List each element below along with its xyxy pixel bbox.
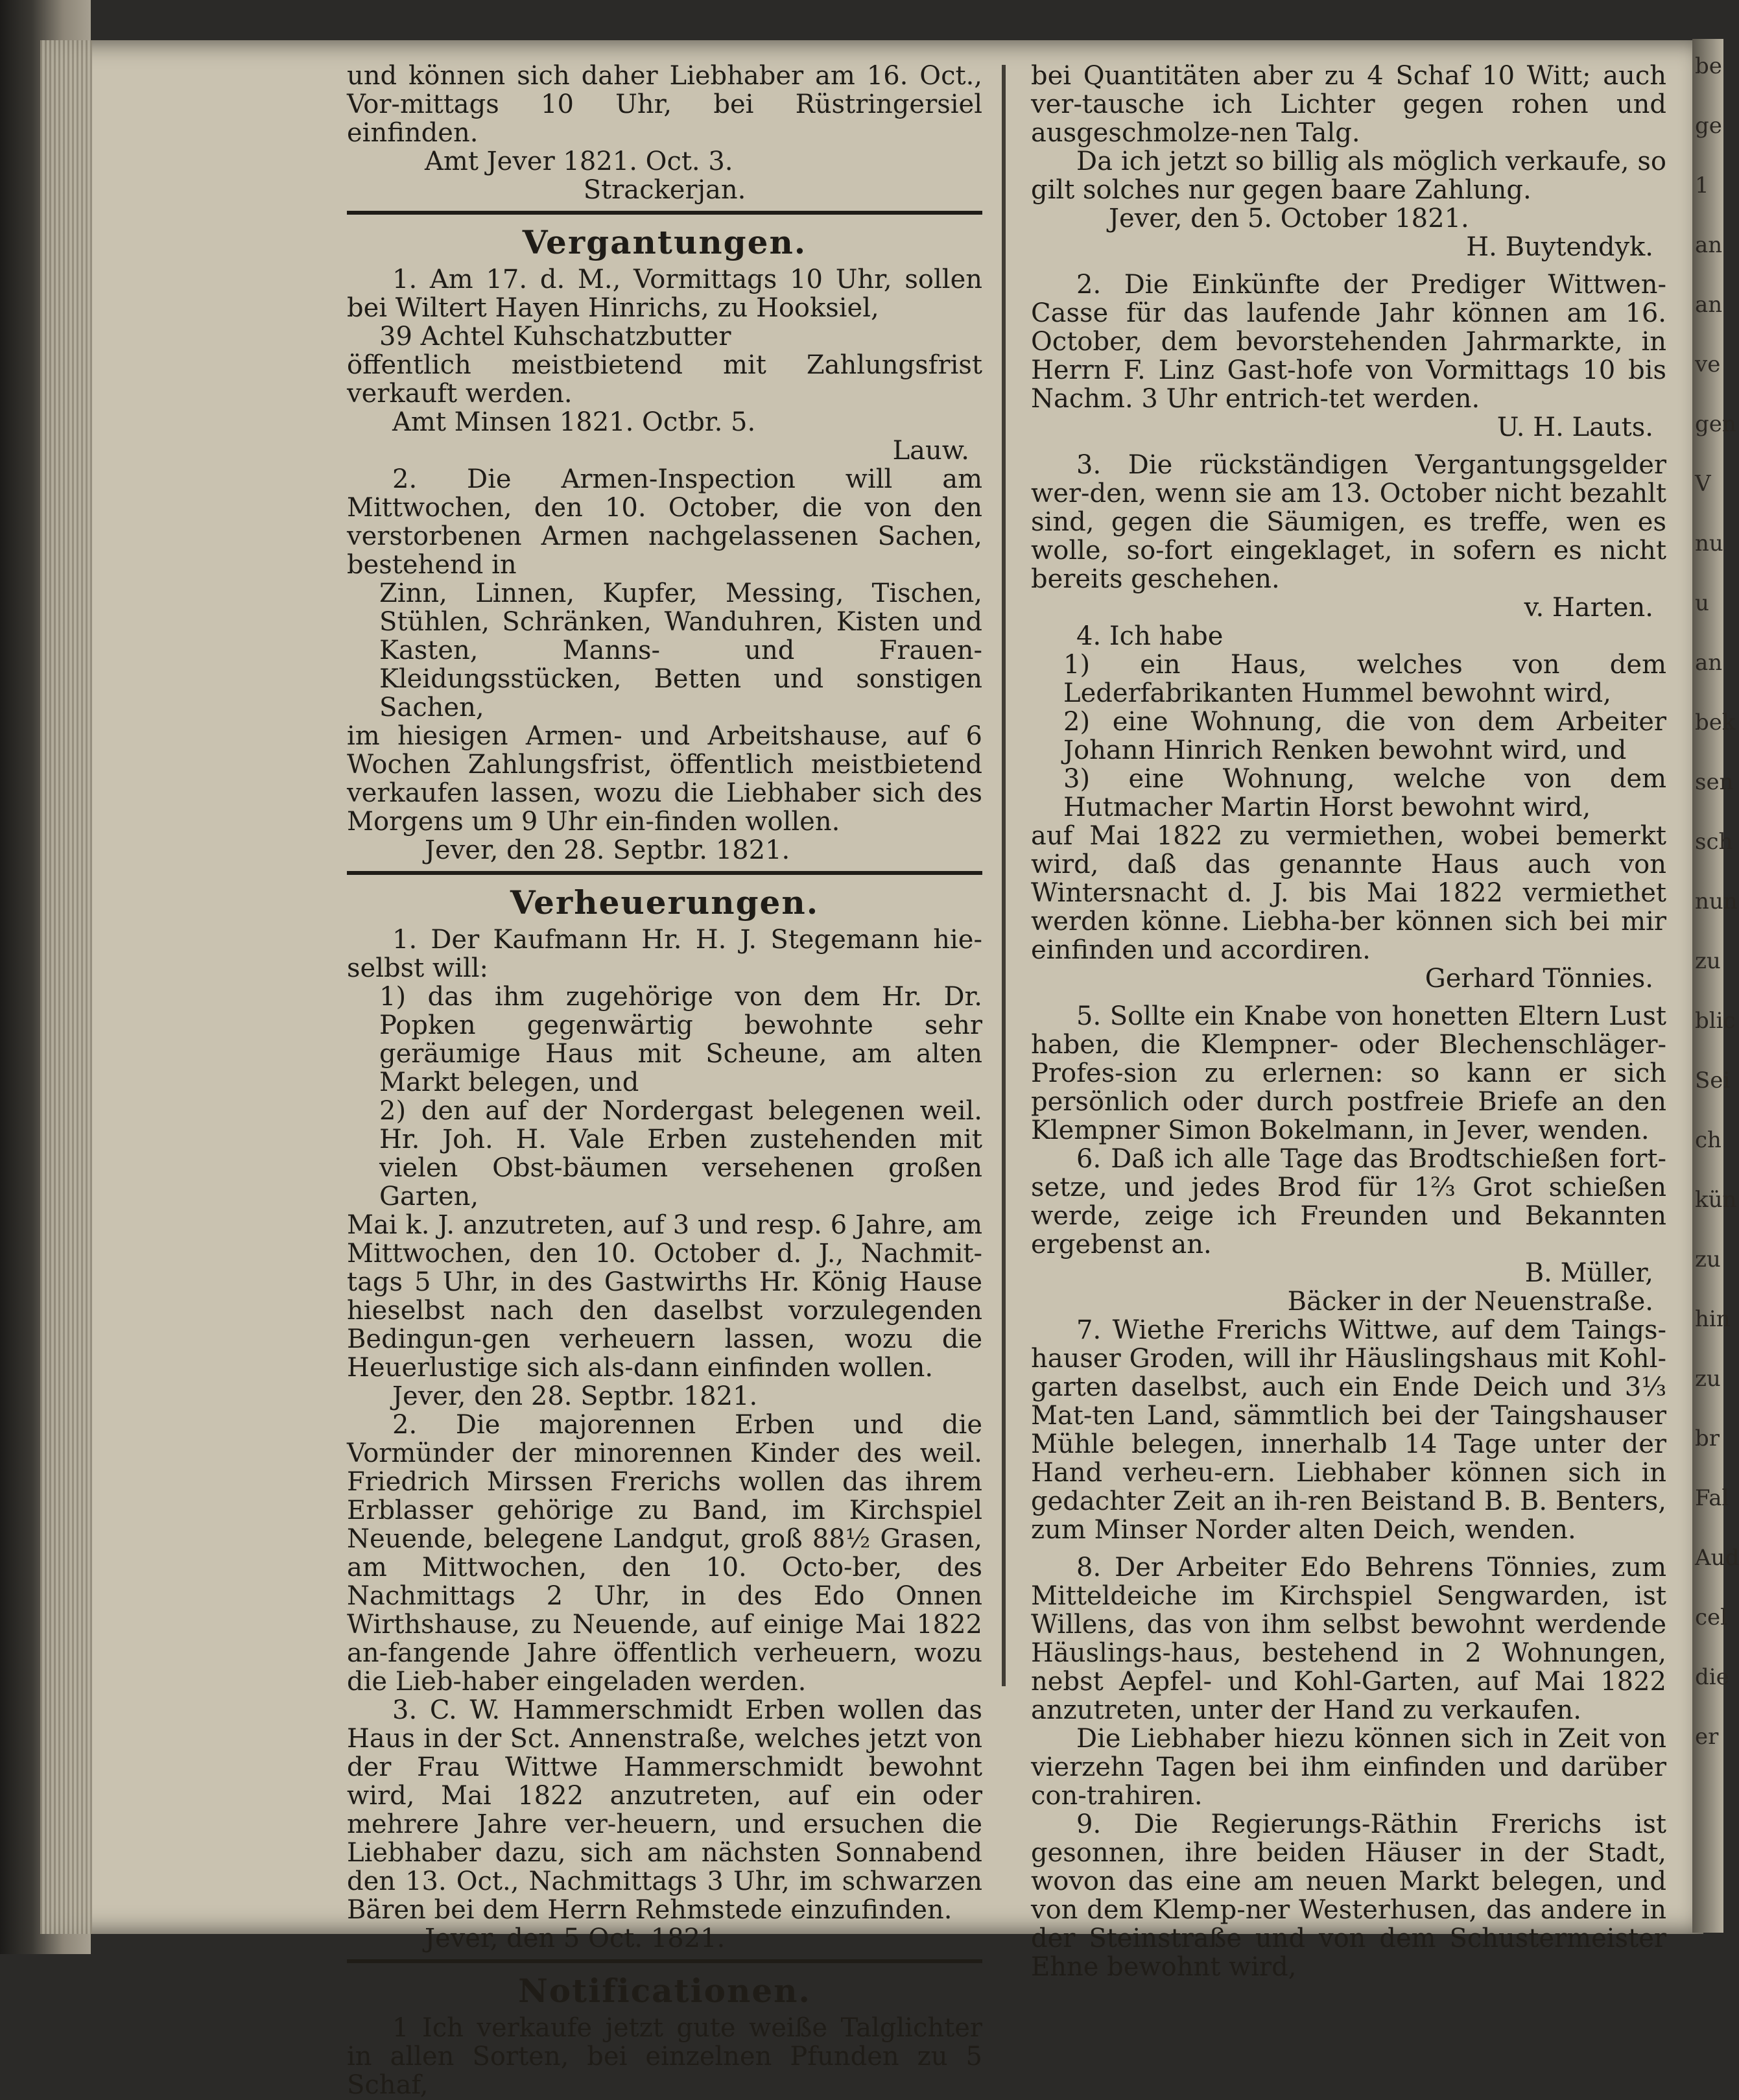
notification-7-text: 7. Wiethe Frerichs Wittwe, auf dem Taings-hauser Groden, will ihr Häuslingshaus mit Kohl-garten daselbst, auch ein Ende Deich und 3⅓ Mat-ten Land, sämmtlich bei der Taingshauser Mühle belegen, innerhalb 14 Tage unter der Hand verheu-ern. Liebhaber können sich in gedachter Zeit an ih-ren Beistand B. B. Benters, zum Minser Norder alten Deich, wenden. [1031, 1315, 1666, 1545]
section-rule [347, 871, 982, 875]
verheuerung-1-sub1: 1) das ihm zugehörige von dem Hr. Dr. Popken gegenwärtig bewohnte sehr geräumige Haus mit Scheune, am alten Markt belegen, und [379, 982, 982, 1097]
intro-text: und können sich daher Liebhaber am 16. Oct., Vor-mittags 10 Uhr, bei Rüstringersiel einfinden. [347, 61, 982, 148]
right-column [1031, 62, 1666, 1981]
next-page-fragment: hin [1695, 1306, 1731, 1332]
verheuerung-1-sub2: 2) den auf der Nordergast belegenen weil. Hr. Joh. H. Vale Erben zustehenden mit vielen Obst-bäumen versehenen großen Garten, [379, 1096, 982, 1211]
next-page-fragment: u [1695, 590, 1709, 616]
next-page-fragment: 1 [1695, 173, 1709, 198]
next-page-fragment: er [1695, 1724, 1719, 1750]
vergantung-2-text2: im hiesigen Armen- und Arbeitshause, auf 6 Wochen Zahlungsfrist, öffentlich meistbietend verkaufen lassen, wozu die Liebhaber sich des Morgens um 9 Uhr ein-finden wollen. [347, 721, 982, 837]
next-page-fragment: zu [1695, 1247, 1721, 1272]
next-page-fragment: an [1695, 650, 1723, 676]
notification-6-signature-line2: Bäcker in der Neuenstraße. [1287, 1287, 1653, 1317]
next-page-fragment: bek [1695, 710, 1736, 735]
vergantung-2-text: 2. Die Armen-Inspection will am Mittwochen, den 10. October, die von den verstorbenen Armen nachgelassenen Sachen, bestehend in [347, 464, 982, 580]
next-page-fragment: nu [1695, 531, 1723, 556]
next-page-fragment: die [1695, 1664, 1729, 1690]
next-page-fragment: V [1695, 471, 1711, 497]
vergantung-1-text2: öffentlich meistbietend mit Zahlungsfrist verkauft werden. [347, 350, 982, 409]
next-page-fragment: an [1695, 232, 1723, 258]
next-page-fragment: zu [1695, 948, 1721, 974]
notification-1-date: Jever, den 5. October 1821. [1109, 204, 1469, 233]
intro-signature: Strackerjan. [583, 175, 746, 205]
verheuerung-1-date: Jever, den 28. Septbr. 1821. [392, 1381, 758, 1411]
next-page-fragment: sch [1695, 829, 1733, 855]
intro-dateline: Amt Jever 1821. Oct. 3. [425, 147, 733, 176]
next-page-fragment: be [1695, 53, 1722, 79]
left-column [347, 62, 982, 2099]
next-page-fragments [1695, 52, 1739, 1782]
next-page-fragment: zu [1695, 1366, 1721, 1392]
notification-5-text: 5. Sollte ein Knabe von honetten Eltern Lust haben, die Klempner- oder Blechenschläger-Profes-sion zu erlernen: so kann er sich persönlich oder durch postfreie Briefe an den Klempner Simon Bokelmann, in Jever, wenden. [1031, 1001, 1666, 1145]
vergantung-1-signature: Lauw. [892, 436, 969, 466]
page-stack-edge [40, 40, 92, 1934]
notification-4-intro: 4. Ich habe [1076, 621, 1224, 651]
next-page-fragment: an [1695, 292, 1723, 318]
notification-3-text: 3. Die rückständigen Vergantungsgelder wer-den, wenn sie am 13. October nicht bezahlt sind, gegen die Säumigen, es treffe, wen es wolle, so-fort eingeklaget, in sofern es nicht bereits geschehen. [1031, 450, 1666, 594]
notification-9-text: 9. Die Regierungs-Räthin Frerichs ist gesonnen, ihre beiden Häuser in der Stadt, wovon das eine am neuen Markt belegen, und von dem Klemp-ner Westerhusen, das andere in der Steinstraße und von dem Schustermeister Ehne bewohnt wird, [1031, 1809, 1666, 1982]
heading-vergantungen: Vergantungen. [522, 223, 807, 261]
notification-1-cont2: Da ich jetzt so billig als möglich verkaufe, so gilt solches nur gegen baare Zahlung. [1031, 147, 1666, 205]
section-rule [347, 211, 982, 215]
notification-3-signature: v. Harten. [1524, 593, 1653, 623]
notification-6-signature: B. Müller, [1524, 1258, 1653, 1288]
next-page-fragment: sen [1695, 769, 1734, 795]
notification-4-sub2: 2) eine Wohnung, die von dem Arbeiter Johann Hinrich Renken bewohnt wird, und [1063, 707, 1666, 765]
vergantung-2-date: Jever, den 28. Septbr. 1821. [425, 835, 790, 865]
notification-1-text: 1 Ich verkaufe jetzt gute weiße Talglichter in allen Sorten, bei einzelnen Pfunden zu 5 Schaf, [347, 2013, 982, 2100]
notification-1-signature: H. Buytendyk. [1466, 232, 1653, 262]
verheuerung-1-text: 1. Der Kaufmann Hr. H. J. Stegemann hie-selbst will: [347, 925, 982, 983]
notification-6-text: 6. Daß ich alle Tage das Brodtschießen fort-setze, und jedes Brod für 1⅔ Grot schießen werde, zeige ich Freunden und Bekannten ergebenst an. [1031, 1144, 1666, 1259]
section-rule [347, 1959, 982, 1963]
verheuerung-3-date: Jever, den 5 Oct. 1821. [425, 1924, 726, 1953]
next-page-fragment: br [1695, 1426, 1720, 1451]
vergantung-1-goods: 39 Achtel Kuhschatzbutter [379, 322, 731, 352]
next-page-fragment: Sei [1695, 1068, 1731, 1093]
next-page-fragment: ge [1695, 113, 1722, 139]
verheuerung-3-text: 3. C. W. Hammerschmidt Erben wollen das Haus in der Sct. Annenstraße, welches jetzt von der Frau Wittwe Hammerschmidt bewohnt wird, Mai 1822 anzutreten, auf ein oder mehrere Jahre ver-heuern, und ersuchen die Liebhaber dazu, sich am nächsten Sonnabend den 13. Oct., Nachmittags 3 Uhr, im schwarzen Bären bei dem Herrn Rehmstede einzufinden. [347, 1695, 982, 1925]
notification-8-cont: Die Liebhaber hiezu können sich in Zeit von vierzehn Tagen bei ihm einfinden und darüber con-trahiren. [1031, 1724, 1666, 1811]
notification-8-text: 8. Der Arbeiter Edo Behrens Tönnies, zum Mitteldeiche im Kirchspiel Sengwarden, ist Willens, das von ihm selbst bewohnt werdende Häuslings-haus, bestehend in 2 Wohnungen, nebst Aepfel- und Kohl-Garten, auf Mai 1822 anzutreten, unter der Hand zu verkaufen. [1031, 1553, 1666, 1725]
notification-4-sub3: 3) eine Wohnung, welche von dem Hutmacher Martin Horst bewohnt wird, [1063, 764, 1666, 822]
heading-verheuerungen: Verheuerungen. [510, 883, 820, 922]
notification-4-text: auf Mai 1822 zu vermiethen, wobei bemerkt wird, daß das genannte Haus auch von Wintersnacht d. J. bis Mai 1822 vermiethet werden könne. Liebha-ber können sich bei mir einfinden und accordiren. [1031, 821, 1666, 965]
next-page-fragment: ve [1695, 352, 1721, 377]
notification-2-text: 2. Die Einkünfte der Prediger Wittwen-Casse für das laufende Jahr können am 16. October, dem bevorstehenden Jahrmarkte, in Herrn F. Linz Gast-hofe von Vormittags 10 bis Nachm. 3 Uhr entrich-tet werden. [1031, 270, 1666, 414]
vergantung-2-goods: Zinn, Linnen, Kupfer, Messing, Tischen, Stühlen, Schränken, Wanduhren, Kisten und Kasten, Manns- und Frauen-Kleidungsstücken, Betten und sonstigen Sachen, [379, 579, 982, 722]
column-divider [1002, 65, 1006, 1686]
next-page-fragment: nun [1695, 889, 1738, 914]
next-page-fragment: cel [1695, 1605, 1728, 1630]
next-page-fragment: kün [1695, 1187, 1737, 1213]
next-page-fragment: gen [1695, 411, 1736, 437]
heading-notificationen: Notificationen. [518, 1972, 811, 2010]
verheuerung-2-text: 2. Die majorennen Erben und die Vormünder der minorennen Kinder des weil. Friedrich Mirssen Frerichs wollen das ihrem Erblasser gehörige zu Band, im Kirchspiel Neuende, belegene Landgut, groß 88½ Grasen, am Mittwochen, den 10. Octo-ber, des Nachmittags 2 Uhr, in des Edo Onnen Wirthshause, zu Neuende, auf einige Mai 1822 an-fangende Jahre öffentlich verheuern, wozu die Lieb-haber eingeladen werden. [347, 1410, 982, 1697]
verheuerung-1-text2: Mai k. J. anzutreten, auf 3 und resp. 6 Jahre, am Mittwochen, den 10. October d. J., Nachmit-tags 5 Uhr, in des Gastwirths Hr. König Hause hieselbst nach den daselbst vorzulegenden Bedingun-gen verheuern lassen, wozu die Heuerlustige sich als-dann einfinden wollen. [347, 1210, 982, 1383]
notification-4-signature: Gerhard Tönnies. [1425, 964, 1653, 994]
vergantung-1-text: 1. Am 17. d. M., Vormittags 10 Uhr, sollen bei Wiltert Hayen Hinrichs, zu Hooksiel, [347, 265, 982, 323]
next-page-fragment: Aud [1695, 1545, 1739, 1571]
vergantung-1-date: Amt Minsen 1821. Octbr. 5. [392, 407, 756, 437]
next-page-fragment: blic [1695, 1008, 1736, 1034]
next-page-fragment: Fal [1695, 1485, 1729, 1511]
next-page-fragment: ch [1695, 1127, 1721, 1153]
notification-4-sub1: 1) ein Haus, welches von dem Lederfabrikanten Hummel bewohnt wird, [1063, 650, 1666, 708]
notification-1-cont: bei Quantitäten aber zu 4 Schaf 10 Witt; auch ver-tausche ich Lichter gegen rohen und ausgeschmolze-nen Talg. [1031, 61, 1666, 148]
notification-2-signature: U. H. Lauts. [1496, 412, 1653, 442]
